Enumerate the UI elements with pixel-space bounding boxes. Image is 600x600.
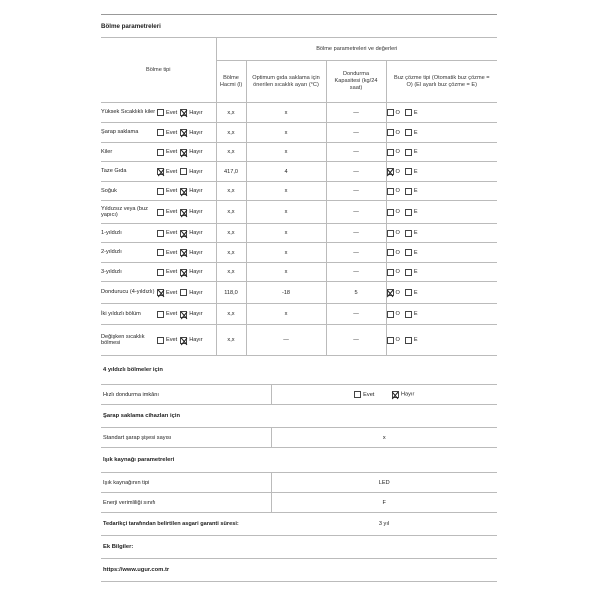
row-yes-no [157, 103, 216, 123]
row-volume: x,x [216, 123, 246, 143]
row-volume: 417,0 [216, 162, 246, 182]
o-label: O [395, 149, 400, 155]
row-yes-no [157, 263, 216, 282]
no-label: Hayır [189, 149, 203, 155]
col-header-defrost: Buz çözme tipi (Otomatik buz çözme = O) (El ayarlı buz çözme = E) [386, 61, 497, 103]
yes-checkbox[interactable] [157, 311, 164, 318]
light-type-label: Işık kaynağının tipi [101, 473, 271, 493]
e-label: E [413, 269, 418, 275]
row-freeze: — [326, 143, 386, 162]
light-type-value: LED [271, 473, 497, 493]
no-checkbox[interactable] [180, 289, 187, 296]
col-header-type: Bölme tipi [101, 38, 216, 103]
wine-bottle-label: Standart şarap şişesi sayısı [101, 428, 271, 448]
no-checkbox[interactable] [180, 188, 187, 195]
no-label: Hayır [189, 337, 203, 343]
row-defrost [386, 325, 497, 356]
light-class-label: Enerji verimliliği sınıfı [101, 493, 271, 513]
row-name: Yüksek Sıcaklıklı kiler [101, 103, 157, 123]
fast-freeze-yes-label: Evet [363, 391, 375, 398]
o-checkbox[interactable] [387, 230, 394, 237]
e-checkbox[interactable] [405, 230, 412, 237]
no-label: Hayır [189, 311, 203, 317]
section-title: Bölme parametreleri [101, 22, 161, 30]
row-defrost [386, 282, 497, 304]
no-label: Hayır [189, 109, 203, 116]
col-header-temp: Optimum gıda saklama için önerilen sıcaklık ayarı (°C) [246, 61, 326, 103]
row-temp: x [246, 201, 326, 224]
yes-label: Evet [166, 249, 178, 256]
e-label: E [413, 129, 418, 136]
warranty-value: 3 yıl [271, 513, 497, 535]
row-volume: x,x [216, 201, 246, 224]
row-yes-no [157, 243, 216, 263]
o-label: O [395, 109, 400, 116]
row-yes-no [157, 282, 216, 304]
yes-checkbox[interactable] [157, 249, 164, 256]
col-header-freeze: Dondurma Kapasitesi (kg/24 saat) [326, 61, 386, 103]
table-row [101, 182, 497, 201]
col-header-volume: Bölme Hacmi (l) [216, 61, 246, 103]
o-label: O [395, 311, 400, 317]
row-freeze: — [326, 243, 386, 263]
warranty-label: Tedarikçi tarafından belirtilen asgari garanti süresi: [101, 513, 271, 535]
o-label: O [395, 230, 400, 236]
fast-freeze-no-checkbox[interactable] [392, 391, 399, 398]
row-name: 1-yıldızlı [101, 224, 157, 243]
e-label: E [413, 168, 418, 175]
o-checkbox[interactable] [387, 168, 394, 175]
table-row [101, 282, 497, 304]
row-name: İki yıldızlı bölüm [101, 304, 157, 325]
o-checkbox[interactable] [387, 149, 394, 156]
o-checkbox[interactable] [387, 249, 394, 256]
row-volume: x,x [216, 143, 246, 162]
wine-table [101, 427, 497, 448]
row-yes-no [157, 304, 216, 325]
e-checkbox[interactable] [405, 149, 412, 156]
fast-freeze-no-label: Hayır [400, 391, 415, 398]
row-name: 2-yıldızlı [101, 243, 157, 263]
light-class-value: F [271, 493, 497, 513]
yes-label: Evet [166, 149, 178, 155]
no-checkbox[interactable] [180, 209, 187, 216]
e-checkbox[interactable] [405, 109, 412, 116]
row-yes-no [157, 224, 216, 243]
row-temp: x [246, 143, 326, 162]
table-row [101, 224, 497, 243]
yes-label: Evet [166, 337, 178, 343]
e-checkbox[interactable] [405, 249, 412, 256]
e-label: E [413, 188, 418, 194]
row-temp: x [246, 123, 326, 143]
table-row [101, 325, 497, 356]
row-temp: x [246, 103, 326, 123]
row-temp: x [246, 224, 326, 243]
yes-label: Evet [166, 209, 178, 215]
yes-label: Evet [166, 109, 178, 116]
row-freeze: — [326, 123, 386, 143]
row-volume: x,x [216, 263, 246, 282]
row-volume: 118,0 [216, 282, 246, 304]
row-temp: x [246, 182, 326, 201]
row-defrost [386, 143, 497, 162]
yes-checkbox[interactable] [157, 168, 164, 175]
extra-info-title: Ek Bilgiler: [103, 543, 134, 550]
no-checkbox[interactable] [180, 129, 187, 136]
col-header-group: Bölme parametreleri ve değerleri [216, 38, 497, 61]
row-name: Şarap saklama [101, 123, 157, 143]
yes-checkbox[interactable] [157, 209, 164, 216]
table-row [101, 123, 497, 143]
yes-checkbox[interactable] [157, 337, 164, 344]
row-freeze: — [326, 182, 386, 201]
row-freeze: — [326, 224, 386, 243]
e-checkbox[interactable] [405, 269, 412, 276]
row-freeze: — [326, 201, 386, 224]
row-temp: 4 [246, 162, 326, 182]
light-title: Işık kaynağı parametreleri [103, 457, 175, 463]
no-label: Hayır [189, 209, 203, 215]
o-checkbox[interactable] [387, 129, 394, 136]
wine-title: Şarap saklama cihazları için [103, 413, 181, 419]
row-yes-no [157, 325, 216, 356]
four-star-title: 4 yıldızlı bölmeler için [103, 367, 163, 373]
row-defrost [386, 103, 497, 123]
o-label: O [395, 249, 400, 256]
o-label: O [395, 209, 400, 215]
no-checkbox[interactable] [180, 149, 187, 156]
row-name: Yıldızsız veya (buz yapıcı) [101, 201, 157, 224]
row-volume: x,x [216, 182, 246, 201]
table-row [101, 263, 497, 282]
table-row [101, 201, 497, 224]
no-checkbox[interactable] [180, 337, 187, 344]
row-volume: x,x [216, 224, 246, 243]
no-checkbox[interactable] [180, 230, 187, 237]
fast-freeze-yes-checkbox[interactable] [354, 391, 361, 398]
no-checkbox[interactable] [180, 249, 187, 256]
no-checkbox[interactable] [180, 311, 187, 318]
row-temp: x [246, 243, 326, 263]
o-label: O [395, 289, 400, 296]
e-checkbox[interactable] [405, 209, 412, 216]
row-volume: x,x [216, 243, 246, 263]
row-name: 3-yıldızlı [101, 263, 157, 282]
row-volume: x,x [216, 304, 246, 325]
row-volume: x,x [216, 325, 246, 356]
row-freeze: 5 [326, 282, 386, 304]
row-defrost [386, 123, 497, 143]
yes-label: Evet [166, 188, 178, 194]
row-name: Soğuk [101, 182, 157, 201]
e-label: E [413, 209, 418, 215]
no-checkbox[interactable] [180, 109, 187, 116]
o-label: O [395, 168, 400, 175]
e-label: E [413, 337, 418, 343]
o-checkbox[interactable] [387, 337, 394, 344]
website-link[interactable]: https://www.ugur.com.tr [103, 566, 170, 573]
yes-checkbox[interactable] [157, 289, 164, 296]
row-yes-no [157, 201, 216, 224]
yes-label: Evet [166, 230, 178, 236]
no-label: Hayır [189, 289, 203, 296]
o-checkbox[interactable] [387, 188, 394, 195]
yes-checkbox[interactable] [157, 188, 164, 195]
row-freeze: — [326, 103, 386, 123]
no-label: Hayır [189, 249, 203, 256]
yes-checkbox[interactable] [157, 129, 164, 136]
row-name: Dondurucu (4-yıldızlı) [101, 282, 157, 304]
e-label: E [413, 289, 418, 296]
row-freeze: — [326, 162, 386, 182]
product-info-sheet [101, 14, 497, 582]
row-volume: x,x [216, 103, 246, 123]
row-defrost [386, 263, 497, 282]
o-checkbox[interactable] [387, 311, 394, 318]
o-checkbox[interactable] [387, 289, 394, 296]
e-label: E [413, 149, 418, 155]
row-name: Taze Gıda [101, 162, 157, 182]
e-checkbox[interactable] [405, 168, 412, 175]
row-yes-no [157, 162, 216, 182]
row-yes-no [157, 182, 216, 201]
row-temp: x [246, 263, 326, 282]
table-row [101, 243, 497, 263]
fast-freeze-options [271, 385, 497, 405]
row-temp: -18 [246, 282, 326, 304]
o-checkbox[interactable] [387, 109, 394, 116]
no-label: Hayır [189, 269, 203, 275]
o-checkbox[interactable] [387, 269, 394, 276]
row-yes-no [157, 123, 216, 143]
no-label: Hayır [189, 188, 203, 194]
row-defrost [386, 304, 497, 325]
o-label: O [395, 269, 400, 275]
yes-checkbox[interactable] [157, 230, 164, 237]
table-row [101, 103, 497, 123]
wine-bottle-value: x [271, 428, 497, 448]
compartment-table [101, 37, 497, 356]
row-temp: x [246, 304, 326, 325]
e-label: E [413, 311, 418, 317]
yes-checkbox[interactable] [157, 269, 164, 276]
no-label: Hayır [189, 168, 203, 175]
row-freeze: — [326, 304, 386, 325]
yes-label: Evet [166, 168, 178, 175]
yes-checkbox[interactable] [157, 149, 164, 156]
table-row [101, 304, 497, 325]
yes-label: Evet [166, 129, 178, 136]
four-star-table [101, 384, 497, 405]
e-checkbox[interactable] [405, 188, 412, 195]
yes-label: Evet [166, 289, 178, 296]
warranty-table [101, 513, 497, 536]
e-checkbox[interactable] [405, 337, 412, 344]
no-label: Hayır [189, 129, 203, 136]
o-label: O [395, 129, 400, 136]
row-name: Kiler [101, 143, 157, 162]
no-checkbox[interactable] [180, 269, 187, 276]
table-row [101, 162, 497, 182]
row-defrost [386, 182, 497, 201]
row-yes-no [157, 143, 216, 162]
row-defrost [386, 201, 497, 224]
no-checkbox[interactable] [180, 168, 187, 175]
e-checkbox[interactable] [405, 289, 412, 296]
light-table [101, 472, 497, 513]
o-label: O [395, 188, 400, 194]
yes-label: Evet [166, 311, 178, 317]
row-name: Değişken sıcaklık bölmesi [101, 325, 157, 356]
e-checkbox[interactable] [405, 129, 412, 136]
o-checkbox[interactable] [387, 209, 394, 216]
row-freeze: — [326, 263, 386, 282]
fast-freeze-label: Hızlı dondurma imkânı [101, 385, 271, 405]
table-row [101, 143, 497, 162]
row-freeze: — [326, 325, 386, 356]
no-label: Hayır [189, 230, 203, 236]
yes-label: Evet [166, 269, 178, 275]
e-label: E [413, 109, 418, 116]
e-label: E [413, 230, 418, 236]
row-temp: — [246, 325, 326, 356]
row-defrost [386, 243, 497, 263]
row-defrost [386, 162, 497, 182]
yes-checkbox[interactable] [157, 109, 164, 116]
e-checkbox[interactable] [405, 311, 412, 318]
row-defrost [386, 224, 497, 243]
o-label: O [395, 337, 400, 343]
e-label: E [413, 249, 418, 256]
